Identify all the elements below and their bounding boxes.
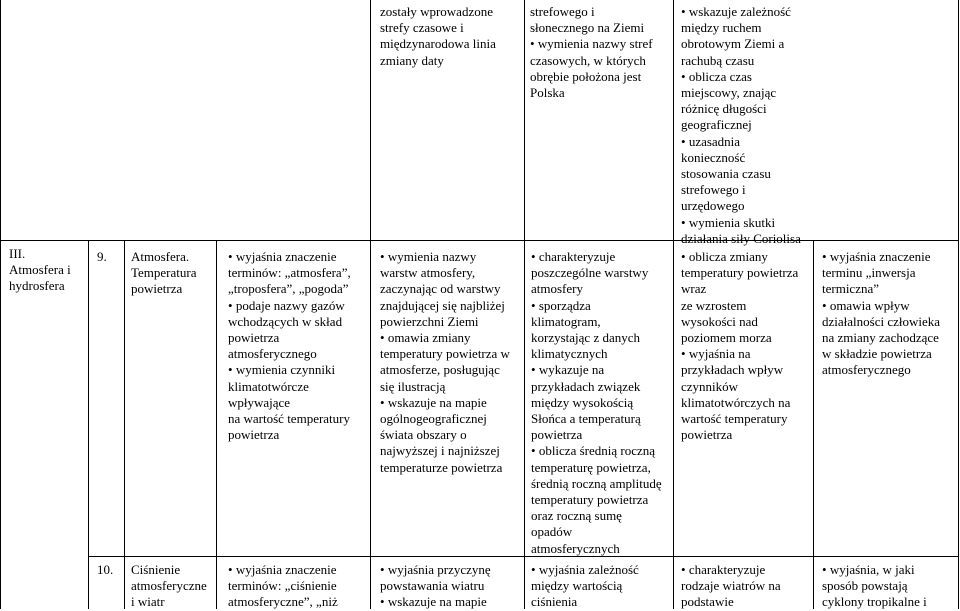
cell-line: powietrza [228, 427, 280, 443]
cell-line: stosowania czasu [681, 166, 771, 182]
bullet-item: • wskazuje zależność [681, 4, 811, 20]
cell-line: obrotowym Ziemi a [681, 36, 785, 52]
bullet-item: • wymienia nazwy stref [530, 36, 670, 52]
bullet-item: • oblicza średnią roczną [531, 443, 671, 459]
cell-line: wartość temperatury [681, 411, 788, 427]
cell-line: powierzchni Ziemi [380, 313, 479, 329]
bullet-item: • wskazuje na mapie [380, 594, 522, 610]
cell-line: atmosferyczne”, „niż [228, 594, 338, 610]
cell-line: atmosferyczne [131, 578, 207, 594]
section-label-cell [9, 246, 87, 295]
bullet-item: • wyjaśnia zależność [531, 562, 671, 578]
cell-line: atmosferze, posługując [380, 362, 500, 378]
cell-line: klimatycznych [531, 346, 608, 362]
cell-line: cyklony tropikalne i [822, 594, 927, 610]
lesson-topic-cell [131, 562, 215, 611]
bullet-item: • wyjaśnia znaczenie [228, 249, 368, 265]
cell-line: strefy czasowe i [380, 20, 464, 36]
bullet-item: • wymienia skutki [681, 215, 811, 231]
cell-line: termiczna” [822, 281, 880, 297]
cell-line: ze wzrostem [681, 297, 747, 313]
table-divider-col6 [673, 0, 674, 609]
cisnienie-col7-cell [822, 562, 956, 611]
bullet-item: • wymienia czynniki [228, 362, 368, 378]
lesson-number-cell [97, 562, 123, 578]
cell-line: klimatotwórczych na [681, 394, 791, 410]
cisnienie-col3-cell [228, 562, 368, 611]
cell-line: wpływające [228, 394, 291, 410]
cell-line: między ruchem [681, 20, 762, 36]
atmosfera-col5-cell [531, 249, 671, 557]
cell-line: temperaturę powietrza, [531, 459, 651, 475]
cell-line: podstawie [681, 594, 734, 610]
cell-line: sposób powstają [822, 578, 908, 594]
table-divider-col1 [88, 240, 89, 609]
cell-line: oraz roczną sumę [531, 508, 622, 524]
row-divider-atmosfera [88, 556, 959, 557]
cell-line: rodzaje wiatrów na [681, 578, 781, 594]
cell-line: przykładach związek [531, 378, 641, 394]
table-divider-col2 [124, 240, 125, 609]
cell-line: Słońca a temperaturą [531, 411, 641, 427]
cell-line: działalności człowieka [822, 313, 941, 329]
cell-line: geograficznej [681, 117, 752, 133]
cell-line: rachubą czasu [681, 52, 755, 68]
table-divider-col4 [370, 0, 371, 609]
cell-line: III. [9, 246, 26, 261]
table-divider-col3 [216, 240, 217, 609]
lesson-number-cell [97, 249, 123, 265]
bullet-item: • uzasadnia [681, 134, 811, 150]
cell-line: powietrza [228, 330, 280, 346]
cell-line: Atmosfera i [9, 262, 71, 278]
bullet-item: • wymienia nazwy [380, 249, 522, 265]
bullet-item: • wyjaśnia znaczenie [228, 562, 368, 578]
cell-line: korzystając z danych [531, 330, 641, 346]
cell-line: świata obszary o [380, 427, 467, 443]
cell-line: terminów: „atmosfera”, [228, 265, 351, 281]
cell-line: urzędowego [681, 198, 745, 214]
lesson-topic-cell [131, 249, 215, 298]
cell-line: temperatury powietrza [681, 265, 799, 281]
cell-line: 9. [97, 249, 107, 264]
cell-line: Atmosfera. [131, 249, 190, 264]
bullet-item: • charakteryzuje [681, 562, 811, 578]
cell-line: klimatotwórcze [228, 378, 309, 394]
cisnienie-col6-cell [681, 562, 811, 611]
top-row-col6-cell [681, 4, 811, 247]
row-divider-top [0, 240, 959, 241]
bullet-item: • wykazuje na [531, 362, 671, 378]
cell-line: temperatury powietrza [531, 492, 649, 508]
cell-line: czasowych, w których [530, 52, 646, 68]
cell-line: Ciśnienie [131, 562, 181, 577]
cell-line: miejscowy, znając [681, 85, 777, 101]
cell-line: wysokości nad [681, 313, 758, 329]
cell-line: w składzie powietrza [822, 346, 932, 362]
cell-line: działania siły Coriolisa [681, 230, 801, 246]
cell-line: hydrosfera [9, 278, 65, 294]
cell-line: między wysokością [531, 394, 634, 410]
cell-line: konieczność [681, 149, 746, 165]
bullet-item: • wyjaśnia, w jaki [822, 562, 956, 578]
atmosfera-col7-cell [822, 249, 956, 379]
cell-line: poziomem morza [681, 330, 772, 346]
cell-line: zmiany daty [380, 52, 444, 68]
bullet-item: • wskazuje na mapie [380, 395, 522, 411]
cell-line: zaczynając od warstwy [380, 281, 501, 297]
table-border-left [0, 0, 1, 609]
cell-line: znajdującej się najbliżej [380, 297, 505, 313]
cell-line: strefowego i [681, 182, 746, 198]
cell-line: opadów [531, 524, 573, 540]
table-divider-col5 [524, 0, 525, 609]
cell-line: między wartością [531, 578, 623, 594]
top-row-col5-cell [530, 4, 670, 101]
cell-line: atmosferycznego [822, 362, 911, 378]
cell-line: obrębie położona jest [530, 68, 642, 84]
cell-line: najwyższej i najniższej [380, 443, 500, 459]
cell-line: się ilustracją [380, 378, 446, 394]
bullet-item: • wyjaśnia przyczynę [380, 562, 522, 578]
cell-line: klimatogram, [531, 313, 601, 329]
atmosfera-col4-cell [380, 249, 522, 476]
cell-line: temperatury powietrza w [380, 346, 510, 362]
cell-line: atmosfery [531, 281, 583, 297]
cell-line: Polska [530, 85, 565, 101]
cisnienie-col4-cell [380, 562, 522, 611]
cell-line: powietrza [131, 281, 183, 297]
cell-line: 10. [97, 562, 114, 577]
cell-line: przykładach wpływ [681, 362, 784, 378]
cell-line: terminu „inwersja [822, 265, 916, 281]
cell-line: atmosferycznego [228, 346, 317, 362]
cell-line: średnią roczną amplitudę [531, 475, 662, 491]
bullet-item: • sporządza [531, 298, 671, 314]
cell-line: na zmiany zachodzące [822, 330, 939, 346]
bullet-item: • omawia zmiany [380, 330, 522, 346]
cisnienie-col5-cell [531, 562, 671, 611]
cell-line: poszczególne warstwy [531, 265, 649, 281]
cell-line: czynników [681, 378, 739, 394]
bullet-item: • wyjaśnia na [681, 346, 811, 362]
table-border-right [958, 0, 959, 609]
cell-line: ogólnogeograficznej [380, 411, 487, 427]
table-divider-col7 [813, 240, 814, 609]
atmosfera-col3-cell [228, 249, 368, 443]
cell-line: na wartość temperatury [228, 411, 351, 427]
cell-line: „troposfera”, „pogoda” [228, 281, 349, 297]
cell-line: słonecznego na Ziemi [530, 20, 645, 36]
cell-line: Temperatura [131, 265, 197, 281]
cell-line: powietrza [681, 427, 733, 443]
cell-line: strefowego i [530, 4, 595, 19]
cell-line: temperaturze powietrza [380, 459, 503, 475]
cell-line: powietrza [531, 427, 583, 443]
bullet-item: • wyjaśnia znaczenie [822, 249, 956, 265]
bullet-item: • omawia wpływ [822, 298, 956, 314]
bullet-item: • podaje nazwy gazów [228, 298, 368, 314]
cell-line: międzynarodowa linia [380, 36, 496, 52]
bullet-item: • charakteryzuje [531, 249, 671, 265]
atmosfera-col6-cell [681, 249, 811, 443]
cell-line: ciśnienia [531, 594, 578, 610]
cell-line: warstw atmosfery, [380, 265, 476, 281]
top-row-col4-cell [380, 4, 520, 69]
bullet-item: • oblicza czas [681, 69, 811, 85]
cell-line: różnicę długości [681, 101, 767, 117]
cell-line: wraz [681, 281, 707, 297]
cell-line: atmosferycznych [531, 540, 620, 556]
cell-line: i wiatr [131, 594, 165, 610]
cell-line: zostały wprowadzone [380, 4, 493, 19]
bullet-item: • oblicza zmiany [681, 249, 811, 265]
cell-line: terminów: „ciśnienie [228, 578, 337, 594]
cell-line: wchodzących w skład [228, 313, 343, 329]
cell-line: powstawania wiatru [380, 578, 485, 594]
